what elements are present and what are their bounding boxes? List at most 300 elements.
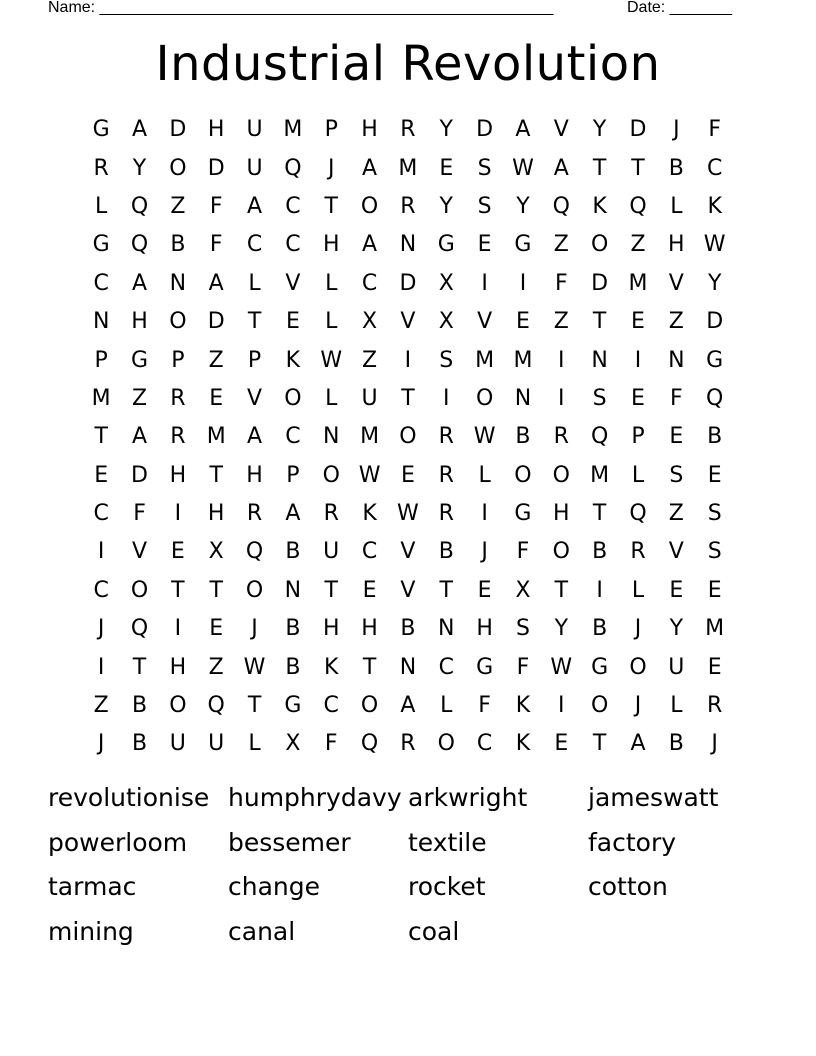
grid-letter: L — [670, 693, 683, 719]
grid-letter: R — [630, 539, 646, 565]
grid-letter: R — [323, 501, 339, 527]
grid-letter: Q — [629, 193, 647, 219]
grid-row — [82, 149, 734, 187]
grid-letter: T — [209, 577, 223, 603]
name-field: Name: ___________________________________________________ — [48, 0, 554, 16]
grid-letter: T — [554, 577, 569, 603]
grid-letter: Y — [669, 616, 684, 642]
grid-letter: P — [94, 347, 108, 373]
word-bank-item: cotton — [588, 872, 668, 902]
grid-row — [82, 457, 734, 495]
grid-letter: E — [170, 539, 185, 565]
grid-letter: L — [248, 270, 261, 296]
word-bank-item: textile — [408, 827, 487, 857]
grid-letter: F — [133, 501, 146, 527]
grid-letter: S — [707, 501, 722, 527]
grid-letter: Z — [170, 193, 186, 219]
grid-letter: N — [284, 577, 302, 603]
grid-letter: E — [554, 731, 569, 757]
grid-letter: M — [628, 270, 648, 296]
grid-letter: O — [169, 155, 187, 181]
grid-letter: E — [707, 577, 722, 603]
grid-letter: M — [475, 347, 495, 373]
grid-letter: B — [592, 539, 608, 565]
grid-letter: R — [438, 424, 454, 450]
grid-letter: F — [516, 654, 530, 680]
grid-letter: X — [438, 270, 454, 296]
grid-letter: J — [634, 693, 642, 719]
grid-row — [82, 111, 734, 149]
word-bank-item: change — [228, 872, 321, 902]
word-bank-item: jameswatt — [588, 783, 719, 812]
grid-letter: T — [209, 462, 223, 488]
word-bank-item: mining — [48, 916, 134, 946]
grid-letter: O — [245, 577, 264, 603]
grid-letter: E — [209, 616, 224, 642]
grid-letter: N — [668, 347, 685, 373]
grid-letter: I — [634, 347, 642, 373]
grid-letter: Q — [130, 232, 149, 258]
grid-letter: T — [592, 501, 607, 527]
grid-letter: B — [170, 232, 186, 258]
grid-letter: A — [362, 232, 378, 258]
grid-letter: D — [629, 117, 647, 143]
grid-letter: L — [631, 462, 645, 488]
grid-letter: H — [322, 616, 340, 642]
grid-letter: V — [131, 539, 148, 565]
grid-letter: T — [439, 577, 453, 603]
grid-letter: D — [476, 117, 494, 143]
grid-letter: I — [481, 270, 488, 296]
grid-letter: J — [251, 616, 258, 642]
word-bank-item: coal — [408, 916, 460, 946]
word-bank-item: humphrydavy — [228, 783, 402, 812]
grid-letter: Z — [208, 654, 224, 680]
grid-letter: A — [400, 693, 416, 719]
grid-letter: S — [477, 155, 492, 181]
grid-letter: C — [476, 731, 493, 757]
grid-letter: H — [246, 462, 263, 488]
grid-letter: X — [208, 539, 224, 565]
grid-letter: L — [631, 577, 645, 603]
grid-letter: N — [169, 270, 187, 296]
word-bank-item: factory — [588, 827, 677, 857]
grid-letter: Z — [668, 501, 684, 527]
grid-letter: C — [246, 232, 263, 258]
grid-letter: F — [516, 539, 530, 565]
grid-letter: O — [590, 693, 609, 719]
grid-letter: S — [477, 193, 492, 219]
grid-letter: A — [208, 270, 224, 296]
grid-letter: O — [169, 693, 187, 719]
grid-letter: H — [476, 616, 493, 642]
grid-letter: E — [707, 462, 722, 488]
grid-letter: C — [285, 193, 301, 219]
grid-letter: Y — [554, 616, 569, 642]
grid-letter: M — [206, 424, 226, 450]
grid-letter: O — [284, 385, 302, 411]
grid-letter: V — [247, 385, 263, 411]
grid-letter: O — [360, 193, 379, 219]
grid-letter: Q — [590, 424, 609, 450]
grid-letter: W — [243, 654, 266, 680]
grid-letter: O — [360, 693, 379, 719]
grid-letter: C — [285, 232, 301, 258]
grid-row — [82, 687, 734, 725]
grid-row — [82, 725, 734, 763]
grid-letter: I — [558, 347, 565, 373]
grid-row — [82, 572, 734, 610]
grid-letter: B — [131, 693, 148, 719]
grid-letter: B — [707, 424, 723, 450]
grid-letter: C — [706, 155, 723, 181]
grid-letter: H — [361, 616, 378, 642]
grid-letter: C — [93, 501, 109, 527]
grid-letter: J — [97, 616, 105, 642]
grid-letter: G — [514, 232, 532, 258]
grid-letter: H — [169, 462, 187, 488]
grid-letter: O — [169, 309, 187, 335]
grid-letter: J — [97, 731, 105, 757]
grid-letter: O — [130, 577, 149, 603]
grid-letter: N — [399, 654, 417, 680]
grid-letter: W — [512, 155, 534, 181]
word-bank-item: arkwright — [408, 783, 528, 812]
grid-letter: O — [629, 654, 647, 680]
grid-letter: Q — [552, 193, 570, 219]
grid-letter: T — [631, 155, 645, 181]
grid-letter: R — [438, 462, 454, 488]
grid-letter: I — [97, 539, 105, 565]
grid-letter: U — [246, 117, 263, 143]
grid-letter: R — [438, 501, 454, 527]
grid-letter: M — [360, 424, 380, 450]
grid-letter: Y — [439, 117, 453, 143]
grid-letter: D — [706, 309, 724, 335]
grid-letter: X — [362, 309, 378, 335]
grid-letter: E — [439, 155, 454, 181]
grid-letter: K — [592, 193, 607, 219]
grid-letter: C — [93, 577, 109, 603]
grid-letter: Z — [208, 347, 224, 373]
grid-letter: K — [515, 731, 531, 757]
grid-letter: T — [592, 309, 607, 335]
grid-letter: G — [514, 501, 532, 527]
grid-letter: T — [592, 731, 607, 757]
grid-letter: Q — [629, 501, 647, 527]
grid-letter: I — [558, 693, 565, 719]
grid-letter: Y — [516, 193, 530, 219]
grid-letter: I — [443, 385, 450, 411]
grid-row — [82, 648, 734, 686]
grid-letter: L — [325, 385, 338, 411]
grid-row — [82, 265, 734, 303]
grid-letter: C — [361, 270, 378, 296]
grid-letter: I — [97, 654, 105, 680]
grid-letter: V — [668, 539, 684, 565]
grid-letter: E — [285, 309, 300, 335]
grid-letter: S — [439, 347, 454, 373]
grid-letter: Z — [131, 385, 148, 411]
grid-letter: I — [519, 270, 527, 296]
grid-letter: U — [246, 155, 263, 181]
grid-letter: U — [208, 731, 225, 757]
grid-letter: N — [92, 309, 110, 335]
grid-letter: V — [668, 270, 684, 296]
grid-letter: Z — [630, 232, 646, 258]
grid-letter: A — [247, 193, 263, 219]
grid-letter: X — [438, 309, 454, 335]
grid-letter: J — [327, 155, 335, 181]
grid-letter: X — [285, 731, 301, 757]
grid-letter: O — [590, 232, 609, 258]
grid-letter: F — [708, 117, 721, 143]
grid-letter: V — [477, 309, 493, 335]
word-bank-item: powerloom — [48, 827, 188, 857]
grid-letter: T — [171, 577, 185, 603]
date-field: Date: _______ — [627, 0, 732, 16]
grid-letter: E — [631, 309, 645, 335]
grid-letter: C — [361, 539, 378, 565]
grid-letter: D — [207, 155, 225, 181]
grid-letter: C — [93, 270, 109, 296]
grid-letter: U — [668, 654, 685, 680]
grid-letter: V — [553, 117, 569, 143]
grid-letter: R — [553, 424, 569, 450]
grid-letter: A — [131, 117, 148, 143]
word-bank-item: canal — [228, 916, 296, 946]
grid-letter: Y — [439, 193, 453, 219]
grid-letter: W — [473, 424, 496, 450]
grid-letter: S — [592, 385, 607, 411]
grid-letter: B — [285, 539, 301, 565]
grid-letter: T — [247, 693, 262, 719]
grid-letter: J — [711, 731, 718, 757]
grid-row — [82, 303, 734, 341]
grid-letter: G — [476, 654, 494, 680]
grid-letter: M — [398, 155, 418, 181]
grid-letter: F — [324, 731, 338, 757]
grid-letter: M — [590, 462, 610, 488]
grid-letter: O — [552, 539, 570, 565]
grid-row — [82, 533, 734, 571]
grid-letter: U — [169, 731, 186, 757]
grid-letter: P — [247, 347, 262, 373]
grid-letter: T — [132, 654, 147, 680]
grid-letter: J — [634, 616, 642, 642]
grid-letter: O — [514, 462, 532, 488]
grid-letter: J — [673, 117, 680, 143]
grid-letter: Q — [130, 616, 149, 642]
worksheet-header — [0, 0, 816, 22]
grid-letter: R — [170, 385, 186, 411]
grid-letter: T — [362, 654, 377, 680]
grid-letter: A — [553, 155, 569, 181]
grid-letter: L — [325, 309, 338, 335]
letter-grid — [82, 111, 734, 764]
grid-letter: L — [440, 693, 453, 719]
grid-letter: A — [285, 501, 301, 527]
grid-letter: B — [668, 155, 684, 181]
grid-letter: N — [438, 616, 455, 642]
grid-row — [82, 380, 734, 418]
grid-letter: E — [209, 385, 224, 411]
grid-letter: T — [401, 385, 415, 411]
grid-letter: Z — [93, 693, 109, 719]
grid-letter: R — [400, 193, 416, 219]
grid-letter: W — [703, 232, 726, 258]
grid-letter: E — [631, 385, 645, 411]
grid-letter: W — [320, 347, 343, 373]
grid-letter: B — [285, 616, 301, 642]
grid-letter: H — [207, 117, 225, 143]
grid-letter: Q — [360, 731, 379, 757]
grid-letter: Y — [132, 155, 147, 181]
grid-row — [82, 418, 734, 456]
grid-letter: B — [438, 539, 454, 565]
grid-letter: E — [516, 309, 530, 335]
grid-letter: D — [591, 270, 609, 296]
grid-letter: T — [94, 424, 108, 450]
word-bank-item: revolutionise — [48, 783, 210, 812]
grid-row — [82, 341, 734, 379]
grid-letter: Q — [207, 693, 225, 719]
grid-letter: P — [286, 462, 300, 488]
grid-letter: I — [404, 347, 412, 373]
grid-letter: L — [478, 462, 491, 488]
grid-letter: A — [131, 270, 148, 296]
grid-letter: F — [209, 193, 223, 219]
grid-letter: E — [362, 577, 377, 603]
grid-letter: E — [400, 462, 415, 488]
grid-letter: N — [591, 347, 608, 373]
grid-letter: A — [131, 424, 148, 450]
grid-letter: W — [358, 462, 381, 488]
grid-letter: U — [323, 539, 340, 565]
page-title: Industrial Revolution — [155, 36, 661, 92]
grid-letter: T — [592, 155, 607, 181]
grid-letter: C — [438, 654, 454, 680]
grid-letter: P — [171, 347, 185, 373]
grid-letter: E — [477, 232, 492, 258]
grid-letter: K — [285, 347, 301, 373]
grid-letter: Q — [130, 193, 149, 219]
grid-letter: A — [362, 155, 378, 181]
grid-letter: Z — [553, 232, 569, 258]
grid-row — [82, 495, 734, 533]
grid-letter: Q — [706, 385, 724, 411]
grid-letter: B — [515, 424, 531, 450]
grid-letter: R — [400, 117, 416, 143]
grid-letter: G — [284, 693, 302, 719]
grid-letter: H — [131, 309, 148, 335]
grid-letter: B — [592, 616, 608, 642]
grid-letter: S — [669, 462, 684, 488]
grid-letter: B — [400, 616, 416, 642]
grid-letter: P — [631, 424, 645, 450]
grid-letter: D — [131, 462, 148, 488]
grid-letter: D — [399, 270, 417, 296]
grid-letter: G — [591, 654, 609, 680]
grid-letter: I — [174, 616, 182, 642]
grid-letter: Y — [592, 117, 607, 143]
word-bank — [48, 779, 778, 957]
grid-letter: O — [437, 731, 455, 757]
grid-letter: K — [324, 654, 339, 680]
grid-letter: O — [552, 462, 570, 488]
grid-letter: G — [706, 347, 724, 373]
grid-letter: B — [131, 731, 148, 757]
grid-letter: C — [323, 693, 339, 719]
grid-letter: E — [669, 424, 684, 450]
grid-letter: L — [95, 193, 108, 219]
grid-letter: K — [515, 693, 531, 719]
grid-letter: M — [283, 117, 303, 143]
grid-letter: L — [670, 193, 683, 219]
grid-letter: F — [670, 385, 683, 411]
grid-letter: D — [169, 117, 187, 143]
grid-row — [82, 188, 734, 226]
grid-letter: O — [399, 424, 417, 450]
grid-letter: I — [596, 577, 603, 603]
grid-letter: H — [207, 501, 225, 527]
grid-letter: I — [174, 501, 182, 527]
grid-letter: Z — [553, 309, 569, 335]
grid-letter: V — [400, 309, 416, 335]
grid-letter: G — [92, 117, 110, 143]
grid-letter: A — [515, 117, 531, 143]
grid-letter: F — [554, 270, 568, 296]
grid-letter: V — [285, 270, 301, 296]
grid-letter: E — [707, 654, 722, 680]
grid-letter: M — [513, 347, 533, 373]
grid-letter: D — [207, 309, 225, 335]
word-bank-item: rocket — [408, 872, 486, 902]
grid-letter: S — [707, 539, 722, 565]
grid-letter: Z — [362, 347, 378, 373]
grid-letter: L — [248, 731, 261, 757]
grid-letter: B — [285, 654, 301, 680]
grid-letter: E — [669, 577, 684, 603]
grid-letter: Q — [284, 155, 302, 181]
grid-row — [82, 226, 734, 264]
grid-letter: M — [705, 616, 725, 642]
grid-letter: N — [323, 424, 340, 450]
grid-letter: Y — [707, 270, 722, 296]
grid-letter: F — [478, 693, 491, 719]
grid-letter: C — [285, 424, 301, 450]
grid-letter: I — [481, 501, 488, 527]
grid-letter: V — [400, 577, 416, 603]
grid-row — [82, 610, 734, 648]
grid-letter: E — [94, 462, 109, 488]
grid-letter: G — [92, 232, 110, 258]
grid-letter: T — [324, 577, 338, 603]
grid-letter: A — [247, 424, 263, 450]
grid-letter: W — [550, 654, 573, 680]
grid-letter: R — [93, 155, 109, 181]
grid-letter: F — [209, 232, 223, 258]
grid-letter: S — [515, 616, 530, 642]
grid-letter: N — [514, 385, 532, 411]
grid-letter: M — [91, 385, 111, 411]
grid-letter: P — [324, 117, 338, 143]
grid-letter: Q — [245, 539, 264, 565]
grid-letter: R — [246, 501, 263, 527]
grid-letter: H — [553, 501, 570, 527]
grid-letter: K — [707, 193, 722, 219]
grid-letter: X — [515, 577, 531, 603]
